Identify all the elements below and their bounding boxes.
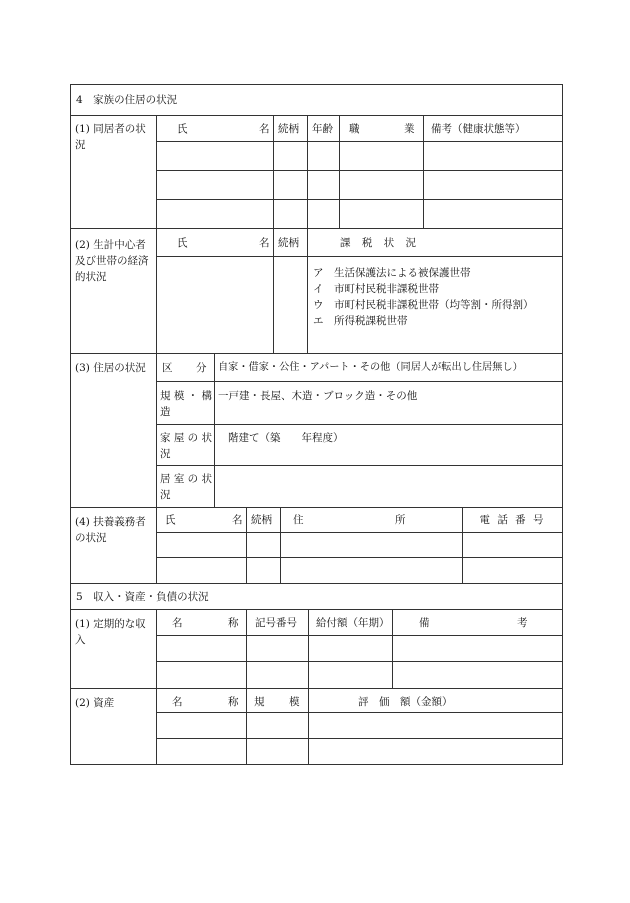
row-line xyxy=(156,661,563,662)
assets-label: (2) 資産 xyxy=(75,697,115,709)
col-line xyxy=(392,609,393,689)
table-left-border xyxy=(70,84,71,765)
residence-scale-value: 一戸建・長屋、木造・ブロック造・その他 xyxy=(218,390,418,402)
assets-col-name-second: 称 xyxy=(228,696,239,708)
row-line xyxy=(156,381,563,382)
residence-type-label-first: 区 xyxy=(162,362,173,374)
assets-col-name-first: 名 xyxy=(172,696,183,708)
row-line xyxy=(156,465,563,466)
residence-house-label: 家屋の状況 xyxy=(160,432,212,460)
section-divider xyxy=(70,115,563,116)
tax-option-e: エ 所得税課税世帯 xyxy=(313,315,408,327)
col-line xyxy=(308,609,309,689)
cohabitants-col-name-second: 名 xyxy=(259,123,270,135)
residence-house-value: 階建て（築 年程度） xyxy=(228,432,344,444)
row-line xyxy=(156,256,563,257)
col-line xyxy=(423,115,424,229)
income-col-remarks-first: 備 xyxy=(419,617,430,629)
col-line xyxy=(273,115,274,229)
household-col-relation: 続柄 xyxy=(278,237,299,249)
residence-label: (3) 住居の状況 xyxy=(75,362,146,374)
col-line xyxy=(246,609,247,689)
cohabitants-col-remarks: 備考（健康状態等） xyxy=(431,123,526,135)
cohabitants-col-name-first: 氏 xyxy=(177,123,188,135)
income-label: (1) 定期的な収入 xyxy=(75,618,146,646)
row-line xyxy=(156,141,563,142)
household-col-name-first: 氏 xyxy=(177,237,188,249)
assets-col-scale-first: 規 xyxy=(254,696,265,708)
cohabitants-col-age: 年齢 xyxy=(312,123,333,135)
row-line xyxy=(156,199,563,200)
household-col-name-second: 名 xyxy=(259,237,270,249)
supporters-col-address-first: 住 xyxy=(293,514,304,526)
table-top-border xyxy=(70,84,563,85)
row-line xyxy=(156,738,563,739)
label-column-divider xyxy=(156,507,157,584)
cohabitants-label: (1) 同居者の状況 xyxy=(75,123,146,151)
residence-type-value: 自家・借家・公住・アパート・その他（同居人が転出し住居無し） xyxy=(218,362,523,373)
cohabitants-col-job-first: 職 xyxy=(349,123,360,135)
row-line xyxy=(156,424,563,425)
col-line xyxy=(280,507,281,584)
section-divider xyxy=(70,688,563,689)
residence-room-label: 居室の状況 xyxy=(160,473,212,501)
residence-type-label-second: 分 xyxy=(196,362,207,374)
tax-option-i: イ 市町村民税非課税世帯 xyxy=(313,283,439,295)
section-divider xyxy=(70,609,563,610)
supporters-col-name-first: 氏 xyxy=(165,514,176,526)
income-col-amount: 給付額（年期） xyxy=(316,617,390,629)
col-line xyxy=(308,688,309,765)
section5-heading: 5 収入・資産・負債の状況 xyxy=(76,591,209,603)
section-divider xyxy=(70,507,563,508)
col-line xyxy=(214,353,215,508)
income-col-name-first: 名 xyxy=(172,617,183,629)
col-line xyxy=(339,115,340,229)
col-line xyxy=(307,228,308,354)
section4-heading: 4 家族の住居の状況 xyxy=(76,94,178,106)
label-column-divider xyxy=(156,115,157,508)
section-divider xyxy=(70,228,563,229)
assets-col-value: 評 価 額（金額） xyxy=(358,696,453,708)
income-col-name-second: 称 xyxy=(228,617,239,629)
cohabitants-col-job-second: 業 xyxy=(404,123,415,135)
table-bottom-border xyxy=(70,764,563,765)
residence-scale-label: 規模・構造 xyxy=(160,390,212,418)
income-col-remarks-second: 考 xyxy=(517,617,528,629)
tax-option-a: ア 生活保護法による被保護世帯 xyxy=(313,267,471,279)
income-col-code: 記号番号 xyxy=(255,617,297,629)
col-line xyxy=(246,688,247,765)
household-label: (2) 生計中心者及び世帯の経済的状況 xyxy=(75,239,149,283)
supporters-col-address-second: 所 xyxy=(395,514,406,526)
label-column-divider xyxy=(156,609,157,765)
col-line xyxy=(307,115,308,229)
supporters-col-relation: 続柄 xyxy=(251,514,272,526)
row-line xyxy=(156,532,563,533)
section-divider xyxy=(70,583,563,584)
supporters-col-phone: 電 話 番 号 xyxy=(479,514,546,526)
tax-option-u: ウ 市町村民税非課税世帯（均等割・所得割） xyxy=(313,299,534,311)
supporters-col-name-second: 名 xyxy=(232,514,243,526)
row-line xyxy=(156,557,563,558)
cohabitants-col-relation: 続柄 xyxy=(278,123,299,135)
supporters-label: (4) 扶養義務者の状況 xyxy=(75,516,146,544)
row-line xyxy=(156,635,563,636)
row-line xyxy=(156,712,563,713)
row-line xyxy=(156,170,563,171)
col-line xyxy=(273,228,274,354)
assets-col-scale-second: 模 xyxy=(289,696,300,708)
section-divider xyxy=(70,353,563,354)
household-col-tax: 課 税 状 況 xyxy=(340,237,421,249)
col-line xyxy=(246,507,247,584)
